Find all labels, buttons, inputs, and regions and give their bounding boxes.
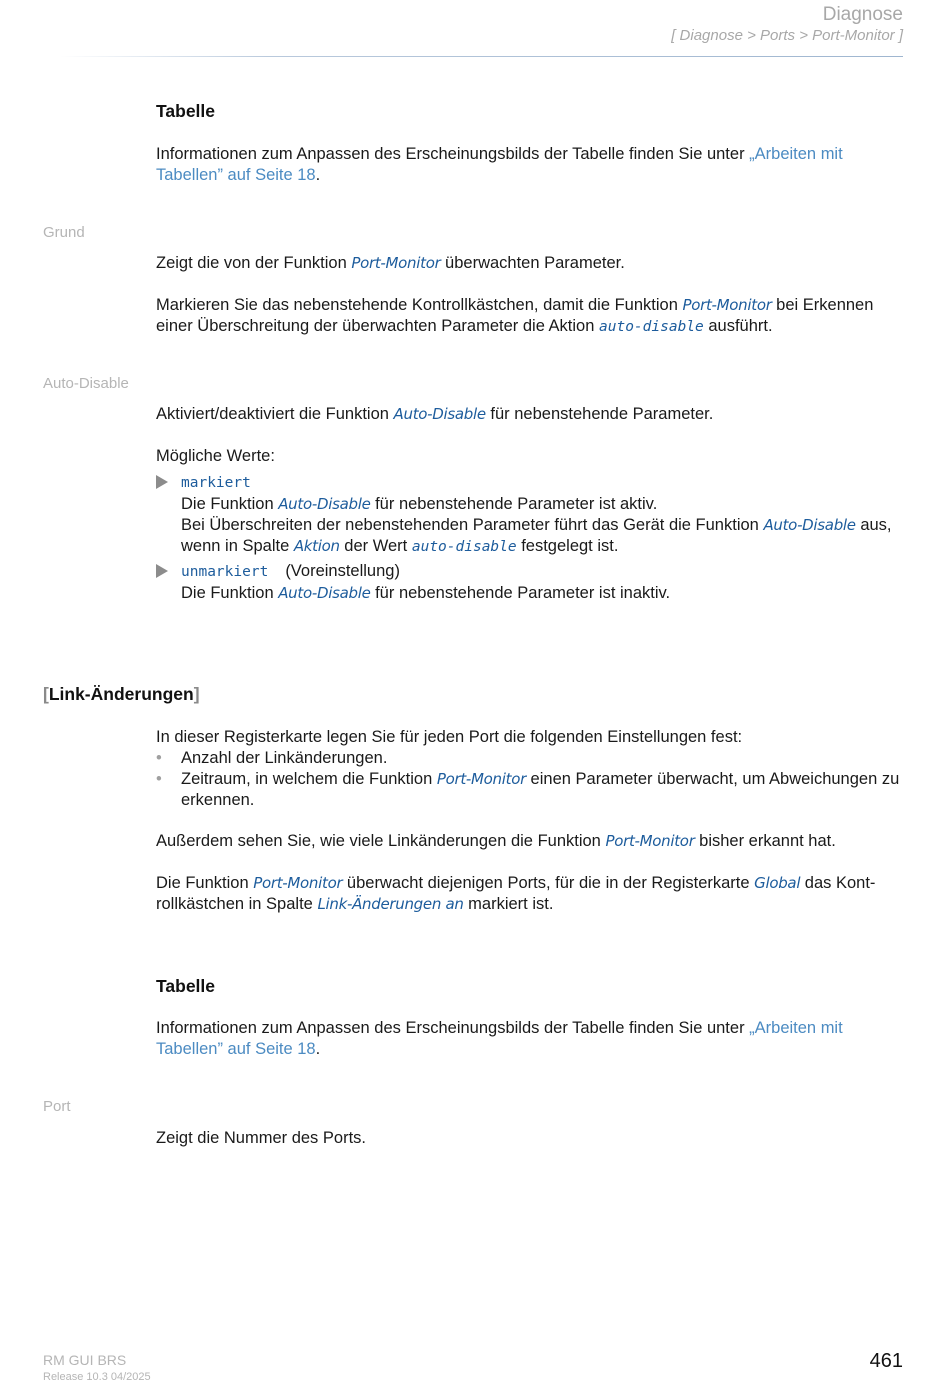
- table-info-text: Informationen zum Anpassen des Erscheinungsbilds der Tabelle finden Sie unter: [156, 145, 750, 163]
- table-info-link[interactable]: „Arbeiten mit Tabellen” auf Seite 18: [156, 1019, 843, 1058]
- section-title: Link-Änderungen: [48, 684, 194, 704]
- triangle-bullet-icon: [156, 564, 168, 578]
- opt-text: Die Funktion: [181, 495, 279, 513]
- possible-values-label: Mögliche Werte:: [156, 447, 275, 465]
- port-description: Zeigt die Nummer des Ports.: [156, 1129, 366, 1147]
- action-code: auto-disable: [411, 539, 517, 555]
- footer-document-name: RM GUI BRS: [43, 1352, 127, 1368]
- function-name: Auto-Disable: [278, 584, 371, 602]
- list-item-text-end: einen Parameter überwacht, um Abweichungen zu erkennen.: [181, 770, 900, 809]
- opt-text: Bei Überschreiten der nebenstehenden Parameter führt das Gerät die Funktion: [181, 516, 764, 534]
- column-name: Link-Änderungen an: [317, 895, 464, 913]
- section-heading-link-aenderungen: [43, 684, 200, 705]
- footer-release: Release 10.3 04/2025: [43, 1371, 151, 1383]
- link-paragraph-3: [156, 873, 906, 915]
- auto-disable-description: [156, 404, 906, 425]
- link-paragraph-2: [156, 831, 906, 852]
- function-name: Port-Monitor: [351, 254, 441, 272]
- table-info-end: .: [315, 166, 321, 184]
- opt-text-mid: aus, wenn in Spalte: [181, 516, 892, 555]
- function-name: Port-Monitor: [436, 770, 526, 788]
- opt-text-end: festgelegt ist.: [516, 537, 619, 555]
- list-item: [156, 748, 906, 769]
- value-option-unmarkiert: [156, 561, 906, 604]
- para-text-mid: überwacht diejenigen Ports, für die in der Registerkarte: [342, 874, 755, 892]
- table-info-link[interactable]: „Arbeiten mit Tabellen” auf Seite 18: [156, 145, 843, 184]
- grund-instr-end: ausführt.: [703, 317, 773, 335]
- ad-text: Aktiviert/deaktiviert die Funktion: [156, 405, 394, 423]
- para-text-end: markiert ist.: [463, 895, 554, 913]
- table-heading: Tabelle: [156, 976, 216, 996]
- table-info-paragraph: [156, 1018, 906, 1060]
- breadcrumb: [ Diagnose > Ports > Port-Monitor ]: [671, 27, 903, 44]
- function-name: Port-Monitor: [253, 874, 343, 892]
- bullet-dot-icon: •: [156, 749, 162, 767]
- ad-text-end: für nebenstehende Parameter.: [485, 405, 714, 423]
- function-name: Auto-Disable: [763, 516, 856, 534]
- opt-text: Die Funktion: [181, 584, 279, 602]
- side-label-auto-disable: Auto-Disable: [43, 375, 129, 392]
- header-divider: [60, 56, 903, 57]
- link-intro: In dieser Registerkarte legen Sie für jeden Port die folgenden Einstellungen fest:: [156, 728, 743, 746]
- column-name: Aktion: [293, 537, 340, 555]
- option-value: unmarkiert: [181, 564, 269, 580]
- opt-text-end: für nebenstehende Parameter ist inaktiv.: [370, 584, 671, 602]
- opt-text-end: für nebenstehende Parameter ist aktiv.: [370, 495, 658, 513]
- table-info-paragraph: [156, 144, 906, 186]
- triangle-bullet-icon: [156, 475, 168, 489]
- table-heading: Tabelle: [156, 101, 216, 121]
- list-item: [156, 769, 906, 811]
- table-info-text: Informationen zum Anpassen des Erscheinungsbilds der Tabelle finden Sie unter: [156, 1019, 750, 1037]
- grund-text: Zeigt die von der Funktion: [156, 254, 352, 272]
- bracket-open: [: [43, 684, 49, 704]
- value-option-markiert: [156, 472, 906, 558]
- action-code: auto-disable: [599, 319, 704, 335]
- side-label-grund: Grund: [43, 224, 85, 241]
- list-item-text: Anzahl der Linkänderungen.: [181, 749, 388, 767]
- grund-text-end: überwachten Parameter.: [440, 254, 625, 272]
- side-label-port: Port: [43, 1098, 71, 1115]
- default-note: (Voreinstellung): [285, 562, 400, 580]
- para-text-mid2: das Kontrollkästchen in Spalte: [156, 874, 876, 913]
- table-info-end: .: [315, 1040, 321, 1058]
- grund-instruction: [156, 295, 906, 338]
- option-value: markiert: [181, 475, 251, 491]
- tab-name: Global: [754, 874, 801, 892]
- function-name: Port-Monitor: [605, 832, 695, 850]
- page-header-title: Diagnose: [822, 4, 903, 25]
- grund-instr-mid: bei Erkennen einer Überschreitung der überwachten Parameter die Aktion: [156, 296, 874, 335]
- grund-description: [156, 253, 906, 274]
- para-text: Außerdem sehen Sie, wie viele Linkänderungen die Funktion: [156, 832, 606, 850]
- bullet-dot-icon: •: [156, 770, 162, 788]
- list-item-text: Zeitraum, in welchem die Funktion: [181, 770, 437, 788]
- function-name: Auto-Disable: [278, 495, 371, 513]
- bracket-close: ]: [193, 684, 200, 704]
- para-text: Die Funktion: [156, 874, 254, 892]
- grund-instr-text: Markieren Sie das nebenstehende Kontrollkästchen, damit die Funktion: [156, 296, 683, 314]
- function-name: Auto-Disable: [393, 405, 486, 423]
- opt-text-mid2: der Wert: [339, 537, 412, 555]
- para-text-end: bisher erkannt hat.: [694, 832, 836, 850]
- function-name: Port-Monitor: [682, 296, 772, 314]
- page-number: 461: [869, 1350, 903, 1372]
- link-intro-block: [156, 727, 906, 811]
